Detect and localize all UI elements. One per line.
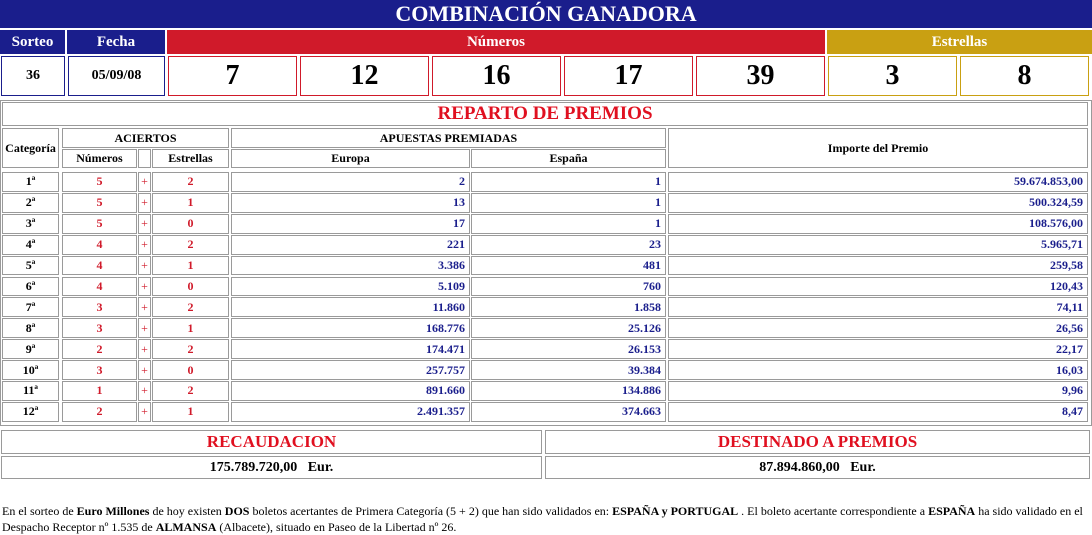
row-espana: 1 bbox=[471, 193, 666, 213]
row-espana: 26.153 bbox=[471, 339, 666, 359]
row-plus: + bbox=[138, 360, 151, 380]
destinado-title: DESTINADO A PREMIOS bbox=[545, 430, 1090, 454]
fecha-header: Fecha bbox=[67, 30, 165, 54]
row-importe: 9,96 bbox=[668, 381, 1088, 401]
row-estrellas: 1 bbox=[152, 193, 229, 213]
row-espana: 23 bbox=[471, 235, 666, 255]
row-plus: + bbox=[138, 214, 151, 234]
row-numeros: 4 bbox=[62, 277, 137, 297]
footer-text-3: boletos acertantes de Primera Categoría (5 + 2) que han sido validados en: bbox=[249, 504, 613, 518]
row-numeros: 5 bbox=[62, 214, 137, 234]
footer-text-4: . El boleto acertante correspondiente a bbox=[738, 504, 929, 518]
row-plus: + bbox=[138, 193, 151, 213]
row-importe: 16,03 bbox=[668, 360, 1088, 380]
row-categoria: 11ª bbox=[2, 381, 59, 401]
row-espana: 1 bbox=[471, 214, 666, 234]
footer-text-1: En el sorteo de bbox=[2, 504, 77, 518]
row-espana: 1.858 bbox=[471, 297, 666, 317]
footer-text-5: ha sido validado en el Despacho Receptor nº 1.535 de bbox=[2, 504, 1083, 534]
row-importe: 8,47 bbox=[668, 402, 1088, 422]
row-numeros: 3 bbox=[62, 297, 137, 317]
row-categoria: 5ª bbox=[2, 256, 59, 276]
row-importe: 59.674.853,00 bbox=[668, 172, 1088, 192]
col-aciertos: ACIERTOS bbox=[62, 128, 229, 148]
col-numeros: Números bbox=[62, 149, 137, 168]
row-estrellas: 0 bbox=[152, 214, 229, 234]
row-europa: 168.776 bbox=[231, 318, 470, 338]
row-numeros: 2 bbox=[62, 339, 137, 359]
row-plus: + bbox=[138, 256, 151, 276]
row-importe: 500.324,59 bbox=[668, 193, 1088, 213]
numero-ball-1: 7 bbox=[168, 56, 297, 96]
row-europa: 2 bbox=[231, 172, 470, 192]
row-numeros: 2 bbox=[62, 402, 137, 422]
footer-text-6: (Albacete), situado en Paseo de la Libertad nº 26. bbox=[216, 520, 457, 534]
row-numeros: 5 bbox=[62, 193, 137, 213]
row-plus: + bbox=[138, 402, 151, 422]
row-espana: 39.384 bbox=[471, 360, 666, 380]
row-estrellas: 0 bbox=[152, 277, 229, 297]
numero-ball-2: 12 bbox=[300, 56, 429, 96]
row-importe: 26,56 bbox=[668, 318, 1088, 338]
col-categoria: Categoría bbox=[2, 128, 59, 168]
estrella-2: 8 bbox=[960, 56, 1089, 96]
row-importe: 120,43 bbox=[668, 277, 1088, 297]
row-importe: 74,11 bbox=[668, 297, 1088, 317]
recaudacion-title: RECAUDACION bbox=[1, 430, 542, 454]
page-title: COMBINACIÓN GANADORA bbox=[0, 0, 1092, 28]
row-europa: 11.860 bbox=[231, 297, 470, 317]
row-espana: 25.126 bbox=[471, 318, 666, 338]
row-espana: 760 bbox=[471, 277, 666, 297]
row-europa: 13 bbox=[231, 193, 470, 213]
destinado-value: 87.894.860,00 Eur. bbox=[545, 456, 1090, 479]
row-categoria: 6ª bbox=[2, 277, 59, 297]
row-estrellas: 2 bbox=[152, 339, 229, 359]
row-espana: 481 bbox=[471, 256, 666, 276]
row-estrellas: 2 bbox=[152, 381, 229, 401]
row-estrellas: 1 bbox=[152, 402, 229, 422]
row-importe: 259,58 bbox=[668, 256, 1088, 276]
row-numeros: 5 bbox=[62, 172, 137, 192]
row-categoria: 8ª bbox=[2, 318, 59, 338]
row-categoria: 1ª bbox=[2, 172, 59, 192]
row-categoria: 9ª bbox=[2, 339, 59, 359]
row-europa: 221 bbox=[231, 235, 470, 255]
row-importe: 108.576,00 bbox=[668, 214, 1088, 234]
row-plus: + bbox=[138, 172, 151, 192]
row-europa: 2.491.357 bbox=[231, 402, 470, 422]
row-categoria: 2ª bbox=[2, 193, 59, 213]
numero-ball-5: 39 bbox=[696, 56, 825, 96]
row-importe: 5.965,71 bbox=[668, 235, 1088, 255]
row-plus: + bbox=[138, 318, 151, 338]
row-estrellas: 2 bbox=[152, 172, 229, 192]
row-numeros: 3 bbox=[62, 360, 137, 380]
row-plus: + bbox=[138, 235, 151, 255]
row-plus: + bbox=[138, 381, 151, 401]
row-numeros: 4 bbox=[62, 256, 137, 276]
row-categoria: 7ª bbox=[2, 297, 59, 317]
recaudacion-value: 175.789.720,00 Eur. bbox=[1, 456, 542, 479]
estrellas-header: Estrellas bbox=[827, 30, 1092, 54]
col-estrellas: Estrellas bbox=[152, 149, 229, 168]
row-estrellas: 2 bbox=[152, 297, 229, 317]
col-importe: Importe del Premio bbox=[668, 128, 1088, 168]
footer-bold-euromillones: Euro Millones bbox=[76, 504, 150, 518]
row-europa: 3.386 bbox=[231, 256, 470, 276]
row-plus: + bbox=[138, 277, 151, 297]
row-numeros: 1 bbox=[62, 381, 137, 401]
numero-ball-3: 16 bbox=[432, 56, 561, 96]
row-categoria: 3ª bbox=[2, 214, 59, 234]
row-europa: 17 bbox=[231, 214, 470, 234]
row-numeros: 4 bbox=[62, 235, 137, 255]
row-estrellas: 1 bbox=[152, 318, 229, 338]
row-categoria: 10ª bbox=[2, 360, 59, 380]
row-estrellas: 0 bbox=[152, 360, 229, 380]
footer-note bbox=[2, 503, 1090, 535]
fecha-value: 05/09/08 bbox=[68, 56, 165, 96]
row-numeros: 3 bbox=[62, 318, 137, 338]
col-europa: Europa bbox=[231, 149, 470, 168]
row-estrellas: 1 bbox=[152, 256, 229, 276]
reparto-title: REPARTO DE PREMIOS bbox=[2, 102, 1088, 126]
sorteo-value: 36 bbox=[1, 56, 65, 96]
numero-ball-4: 17 bbox=[564, 56, 693, 96]
footer-bold-paises: ESPAÑA y PORTUGAL bbox=[612, 504, 739, 518]
row-europa: 257.757 bbox=[231, 360, 470, 380]
estrella-1: 3 bbox=[828, 56, 957, 96]
row-europa: 5.109 bbox=[231, 277, 470, 297]
row-plus: + bbox=[138, 297, 151, 317]
row-europa: 174.471 bbox=[231, 339, 470, 359]
footer-bold-almansa: ALMANSA bbox=[155, 520, 217, 534]
footer-text-2: de hoy existen bbox=[149, 504, 225, 518]
row-plus: + bbox=[138, 339, 151, 359]
col-apuestas: APUESTAS PREMIADAS bbox=[231, 128, 666, 148]
row-europa: 891.660 bbox=[231, 381, 470, 401]
row-categoria: 4ª bbox=[2, 235, 59, 255]
sorteo-header: Sorteo bbox=[0, 30, 65, 54]
row-categoria: 12ª bbox=[2, 402, 59, 422]
footer-bold-espana: ESPAÑA bbox=[928, 504, 976, 518]
row-estrellas: 2 bbox=[152, 235, 229, 255]
row-espana: 134.886 bbox=[471, 381, 666, 401]
col-espana: España bbox=[471, 149, 666, 168]
col-plus-spacer bbox=[138, 149, 151, 168]
row-espana: 1 bbox=[471, 172, 666, 192]
numeros-header: Números bbox=[167, 30, 825, 54]
row-importe: 22,17 bbox=[668, 339, 1088, 359]
footer-bold-dos: DOS bbox=[224, 504, 250, 518]
row-espana: 374.663 bbox=[471, 402, 666, 422]
